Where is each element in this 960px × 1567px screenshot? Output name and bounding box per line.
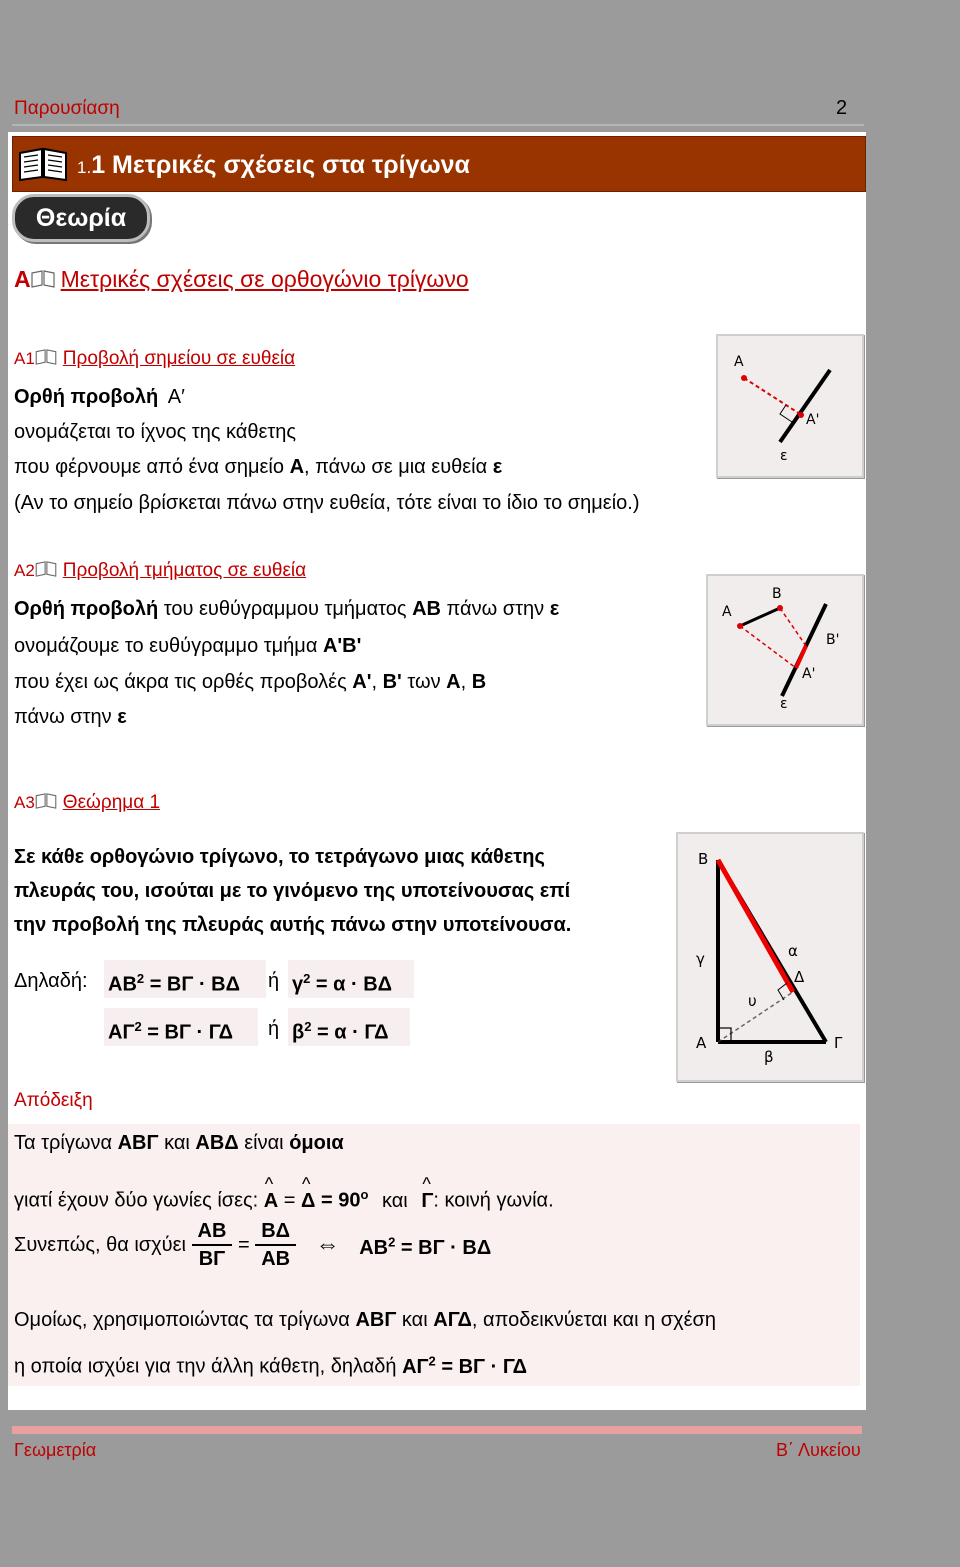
proof-line2: γιατί έχουν δύο γωνίες ίσες: ^ Α = ^ $\Delta = 90^o$ και ^ Γ: κοινή γωνία. (14, 1182, 554, 1214)
label-alpha: α (788, 942, 798, 960)
footer-divider (12, 1426, 862, 1434)
book-icon (35, 561, 57, 577)
proof-line4: Ομοίως, χρησιμοποιώντας τα τρίγωνα ΑΒΓ και ΑΓΔ, αποδεικνύεται και η σχέση (14, 1309, 716, 1331)
a2-line1: Ορθή προβολή του ευθύγραμμου τμήματος ΑΒ πάνω στην ε (14, 598, 560, 620)
proof-line3: Συνεπώς, θα ισχύει $\frac{AB}{B\Gamma}$ = $\frac{B\Delta}{AB}$ ⇔ $AB^2 = B\Gamma \cdot B\Delta$ (14, 1220, 492, 1270)
label-a1: Α' (802, 666, 816, 682)
footer-grade: Β΄ Λυκείου (776, 1440, 861, 1460)
book-icon (35, 793, 57, 809)
projection-segment (796, 646, 806, 668)
a1-figure (716, 334, 864, 478)
section-a-link[interactable]: Μετρικές σχέσεις σε ορθογώνιο τρίγωνο (60, 266, 469, 292)
fraction-ab-bg: $\frac{AB}{B\Gamma}$ (192, 1218, 233, 1272)
label-a1: Α' (806, 412, 820, 428)
a1-link[interactable]: Προβολή σημείου σε ευθεία (62, 348, 296, 369)
perpendicular (744, 378, 800, 414)
namely-label: Δηλαδή: (14, 970, 88, 992)
point-a (737, 623, 743, 629)
a2-line4: πάνω στην ε (14, 706, 127, 728)
header-divider (12, 124, 864, 126)
label-b1: Β' (826, 632, 840, 648)
label-a: Α (734, 354, 744, 370)
perp-b (780, 608, 806, 646)
chapter-title-bar (12, 136, 866, 192)
proof-line5: η οποία ισχύει για την άλλη κάθετη, δηλαδή $A\Gamma^2 = B\Gamma \cdot \Gamma\Delta$ (14, 1353, 528, 1378)
a1-line1: Ορθή προβολή Α′ (14, 386, 185, 408)
footer-subject: Γεωμετρία (14, 1440, 97, 1460)
fraction-bd-ab: $\frac{B\Delta}{AB}$ (255, 1218, 296, 1272)
right-angle-d (778, 983, 787, 1000)
a2-link[interactable]: Προβολή τμήματος σε ευθεία (62, 560, 307, 581)
equation-ag2: $A\Gamma^2 = B\Gamma \cdot \Gamma\Delta$ (104, 1008, 258, 1046)
label-gamma: γ (696, 950, 705, 968)
theorem-statement: Σε κάθε ορθογώνιο τρίγωνο, το τετράγωνο μιας κάθετης πλευράς του, ισούται με το γινόμενο της υποτείνουσας επί την προβολή της πλευράς αυτής πάνω στην υποτείνουσα. (14, 846, 572, 936)
label-a: Α (696, 1034, 707, 1052)
book-icon (17, 145, 69, 183)
a1-line4: (Αν το σημείο βρίσκεται πάνω στην ευθεία, τότε είναι το ίδιο το σημείο.) (14, 492, 640, 514)
equation-ab2: $AB^2 = B\Gamma \cdot B\Delta$ (104, 960, 266, 998)
a2-line3: που έχει ως άκρα τις ορθές προβολές Α', Β' των Α, Β (14, 671, 487, 693)
point-a (741, 375, 747, 381)
a2-heading[interactable]: Α2 Προβολή τμήματος σε ευθεία (14, 560, 307, 581)
label-g: Γ (834, 1034, 843, 1052)
label-b: Β (698, 850, 709, 868)
a2-line2: ονομάζουμε το ευθύγραμμο τμήμα Α'Β' (14, 635, 362, 657)
proof-line1: Τα τρίγωνα ΑΒΓ και ΑΒΔ είναι όμοια (14, 1132, 344, 1154)
header-section: Παρουσίαση (14, 98, 120, 119)
a3-link[interactable]: Θεώρημα 1 (62, 792, 161, 813)
label-d: Δ (794, 968, 805, 986)
equation-g2: $\gamma^2 = \alpha \cdot B\Delta$ (288, 960, 414, 998)
label-a: Α (722, 604, 732, 620)
point-a1 (798, 412, 804, 418)
segment-ab (740, 608, 780, 626)
label-upsilon: υ (748, 992, 757, 1010)
a1-line2: ονομάζεται το ίχνος της κάθετης (14, 421, 297, 443)
a2-figure (706, 574, 864, 726)
page-number: 2 (836, 97, 848, 119)
point-b (777, 605, 783, 611)
label-e: ε (780, 696, 788, 712)
perp-a (740, 626, 796, 668)
book-icon (35, 349, 57, 365)
or-2: ή (268, 1018, 280, 1040)
label-e: ε (780, 448, 788, 464)
a1-line3: που φέρνουμε από ένα σημείο Α, πάνω σε μια ευθεία ε (14, 456, 503, 478)
theory-badge: Θεωρία (12, 194, 150, 242)
a3-heading[interactable]: Α3 Θεώρημα 1 (14, 792, 161, 813)
label-beta: β (764, 1048, 774, 1066)
a3-figure (676, 832, 864, 1082)
or-1: ή (268, 970, 280, 992)
book-icon (31, 270, 55, 288)
projection-bd (718, 860, 793, 992)
equation-b2: $\beta^2 = \alpha \cdot \Gamma\Delta$ (288, 1008, 410, 1046)
label-b: Β (772, 586, 782, 602)
section-a-heading[interactable]: Α Μετρικές σχέσεις σε ορθογώνιο τρίγωνο (14, 266, 469, 292)
chapter-title: 1.1 Μετρικές σχέσεις στα τρίγωνα (77, 151, 470, 179)
a1-heading[interactable]: Α1 Προβολή σημείου σε ευθεία (14, 348, 296, 369)
proof-heading: Απόδειξη (14, 1090, 93, 1111)
